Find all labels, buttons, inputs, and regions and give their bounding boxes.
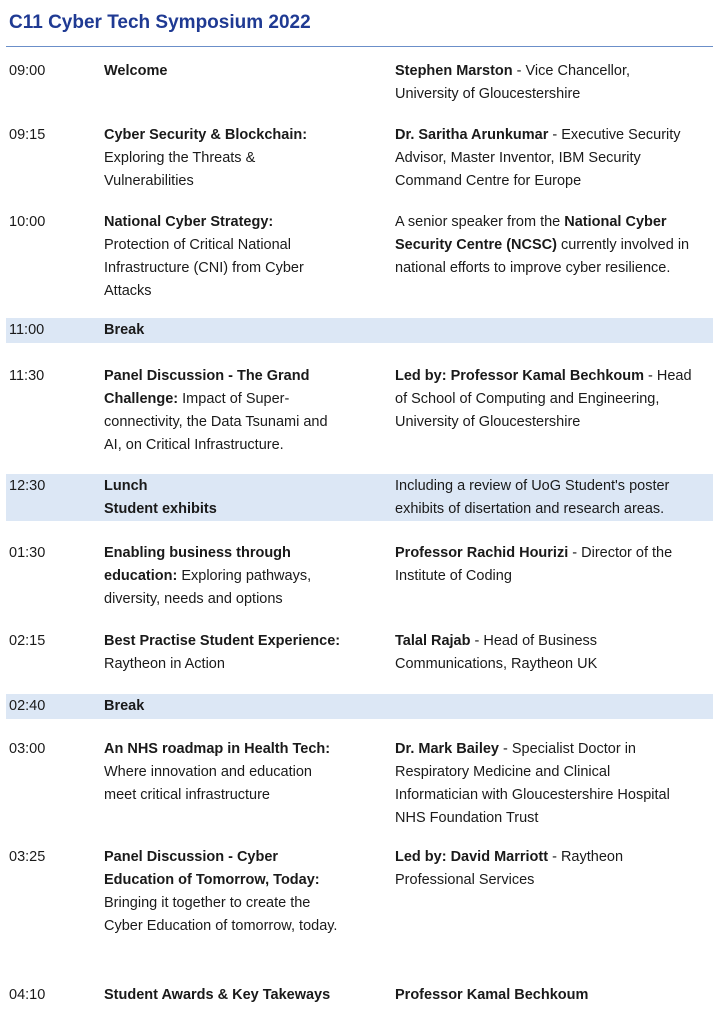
- speaker-info-text: - Vice Chancellor,: [512, 63, 631, 79]
- session-title-line: [104, 234, 384, 257]
- session-title: [104, 211, 384, 303]
- session-title-text: Exploring pathways,: [177, 568, 312, 584]
- session-time: 03:00: [9, 741, 46, 757]
- session-title-bold-text: Break: [104, 322, 145, 338]
- speaker-info: [395, 542, 715, 588]
- session-title-line: [104, 170, 384, 193]
- speaker-info-line: [395, 630, 715, 653]
- session-title-line: [104, 784, 384, 807]
- session-title-line: [104, 280, 384, 303]
- speaker-info-line: [395, 257, 715, 280]
- speaker-info-line: [395, 211, 715, 234]
- speaker-info-text: currently involved in: [556, 237, 690, 253]
- agenda-row: [6, 738, 713, 833]
- speaker-info-text: Respiratory Medicine and Clinical: [395, 764, 611, 780]
- session-title-line: [104, 695, 384, 718]
- speaker-info-line: [395, 653, 715, 676]
- session-title: [104, 630, 384, 676]
- session-title-bold-text: Challenge:: [104, 391, 179, 407]
- speaker-info-line: [395, 411, 715, 434]
- speaker-info-line: [395, 846, 715, 869]
- session-title-line: [104, 60, 384, 83]
- session-title-line: [104, 869, 384, 892]
- speaker-info-text: - Specialist Doctor in: [498, 741, 636, 757]
- speaker-info-text: NHS Foundation Trust: [395, 810, 539, 826]
- speaker-info-bold-text: National Cyber: [564, 214, 667, 230]
- speaker-info: [395, 365, 715, 434]
- speaker-info-text: - Executive Security: [548, 127, 681, 143]
- session-title-line: [104, 388, 384, 411]
- session-title-bold-text: National Cyber Strategy:: [104, 214, 274, 230]
- session-title-line: [104, 738, 384, 761]
- session-title-line: [104, 434, 384, 457]
- session-title-text: Protection of Critical National: [104, 237, 291, 253]
- session-title-text: Impact of Super-: [178, 391, 290, 407]
- speaker-info-line: [395, 388, 715, 411]
- speaker-info: [395, 630, 715, 676]
- speaker-info-text: national efforts to improve cyber resilience.: [395, 260, 671, 276]
- session-title-line: [104, 915, 384, 938]
- session-title: [104, 846, 384, 938]
- session-title-text: Cyber Education of tomorrow, today.: [104, 918, 338, 934]
- session-time: 01:30: [9, 545, 46, 561]
- agenda-row: [6, 124, 713, 196]
- session-title-bold-text: Student exhibits: [104, 501, 217, 517]
- session-title-line: [104, 630, 384, 653]
- speaker-info: [395, 124, 715, 193]
- speaker-info-line: [395, 738, 715, 761]
- session-title-bold-text: Cyber Security & Blockchain:: [104, 127, 308, 143]
- speaker-info-bold-text: Security Centre (NCSC): [395, 237, 557, 253]
- speaker-info: [395, 475, 715, 521]
- session-title-text: connectivity, the Data Tsunami and: [104, 414, 328, 430]
- session-title-text: AI, on Critical Infrastructure.: [104, 437, 284, 453]
- session-title-text: diversity, needs and options: [104, 591, 283, 607]
- speaker-info-text: University of Gloucestershire: [395, 414, 581, 430]
- session-title-text: Raytheon in Action: [104, 656, 225, 672]
- speaker-info-line: [395, 60, 715, 83]
- speaker-info-line: [395, 147, 715, 170]
- speaker-info-text: Professional Services: [395, 872, 535, 888]
- agenda-row: [6, 694, 713, 719]
- session-title-line: [104, 124, 384, 147]
- session-title-text: Where innovation and education: [104, 764, 312, 780]
- speaker-info-bold-text: Dr. Mark Bailey: [395, 741, 499, 757]
- agenda-row: [6, 211, 713, 306]
- session-title: [104, 319, 384, 342]
- speaker-info-line: [395, 365, 715, 388]
- session-time: 02:40: [9, 698, 46, 714]
- agenda-row: [6, 542, 713, 614]
- speaker-info-text: University of Gloucestershire: [395, 86, 581, 102]
- title-divider: [6, 46, 713, 47]
- speaker-info-bold-text: Talal Rajab: [395, 633, 471, 649]
- speaker-info-text: - Raytheon: [548, 849, 624, 865]
- session-title: [104, 124, 384, 193]
- session-time: 02:15: [9, 633, 46, 649]
- speaker-info: [395, 846, 715, 892]
- speaker-info-line: [395, 475, 715, 498]
- speaker-info-text: - Director of the: [568, 545, 673, 561]
- speaker-info-text: exhibits of disertation and research areas.: [395, 501, 665, 517]
- speaker-info-line: [395, 807, 715, 830]
- speaker-info-text: Institute of Coding: [395, 568, 512, 584]
- session-time: 11:00: [9, 322, 45, 338]
- session-title-bold-text: Panel Discussion - The Grand: [104, 368, 310, 384]
- agenda-row: [6, 60, 713, 110]
- session-title-line: [104, 984, 384, 1007]
- speaker-info: [395, 211, 715, 280]
- speaker-info-line: [395, 984, 715, 1007]
- speaker-info-line: [395, 170, 715, 193]
- session-title-bold-text: Student Awards & Key Takeways: [104, 987, 331, 1003]
- session-title: [104, 738, 384, 807]
- agenda-row: [6, 318, 713, 343]
- session-title-bold-text: Education of Tomorrow, Today:: [104, 872, 320, 888]
- session-title-line: [104, 846, 384, 869]
- speaker-info: [395, 738, 715, 830]
- page-title: C11 Cyber Tech Symposium 2022: [9, 12, 311, 33]
- session-title: [104, 475, 384, 521]
- speaker-info-bold-text: Professor Rachid Hourizi: [395, 545, 569, 561]
- speaker-info-line: [395, 784, 715, 807]
- session-time: 03:25: [9, 849, 46, 865]
- session-title-line: [104, 475, 384, 498]
- speaker-info-text: Including a review of UoG Student's poster: [395, 478, 670, 494]
- speaker-info-text: A senior speaker from the: [395, 214, 565, 230]
- agenda-row: [6, 630, 713, 680]
- speaker-info-bold-text: Led by: David Marriott: [395, 849, 549, 865]
- session-time: 09:15: [9, 127, 46, 143]
- session-title-line: [104, 565, 384, 588]
- speaker-info-text: Advisor, Master Inventor, IBM Security: [395, 150, 641, 166]
- speaker-info-line: [395, 761, 715, 784]
- agenda-row: [6, 984, 713, 1009]
- session-title-line: [104, 653, 384, 676]
- agenda-row: [6, 474, 713, 521]
- session-title: [104, 542, 384, 611]
- session-title-line: [104, 498, 384, 521]
- session-title-line: [104, 257, 384, 280]
- speaker-info-text: Communications, Raytheon UK: [395, 656, 598, 672]
- speaker-info-line: [395, 565, 715, 588]
- session-title-line: [104, 588, 384, 611]
- session-title-line: [104, 319, 384, 342]
- session-time: 10:00: [9, 214, 46, 230]
- session-title-line: [104, 147, 384, 170]
- speaker-info-line: [395, 869, 715, 892]
- session-title-line: [104, 365, 384, 388]
- session-time: 12:30: [9, 478, 46, 494]
- session-time: 11:30: [9, 368, 45, 384]
- speaker-info-bold-text: Dr. Saritha Arunkumar: [395, 127, 549, 143]
- speaker-info-text: Informatician with Gloucestershire Hospital: [395, 787, 670, 803]
- speaker-info-line: [395, 124, 715, 147]
- speaker-info-text: - Head: [644, 368, 692, 384]
- speaker-info-text: of School of Computing and Engineering,: [395, 391, 660, 407]
- session-title-text: Attacks: [104, 283, 152, 299]
- session-title-line: [104, 411, 384, 434]
- session-title-text: Bringing it together to create the: [104, 895, 311, 911]
- session-title-line: [104, 211, 384, 234]
- speaker-info-line: [395, 234, 715, 257]
- session-title-text: Exploring the Threats &: [104, 150, 256, 166]
- speaker-info: [395, 984, 715, 1007]
- session-title-line: [104, 542, 384, 565]
- session-title-bold-text: Lunch: [104, 478, 148, 494]
- speaker-info-bold-text: Stephen Marston: [395, 63, 513, 79]
- session-title-text: Vulnerabilities: [104, 173, 194, 189]
- session-title-line: [104, 892, 384, 915]
- agenda-row: [6, 846, 713, 941]
- speaker-info-bold-text: Professor Kamal Bechkoum: [395, 987, 589, 1003]
- session-time: 04:10: [9, 987, 46, 1003]
- session-title-bold-text: Panel Discussion - Cyber: [104, 849, 279, 865]
- speaker-info-bold-text: Led by: Professor Kamal Bechkoum: [395, 368, 644, 384]
- speaker-info: [395, 60, 715, 106]
- session-time: 09:00: [9, 63, 46, 79]
- session-title-bold-text: Welcome: [104, 63, 168, 79]
- session-title-bold-text: An NHS roadmap in Health Tech:: [104, 741, 331, 757]
- session-title-line: [104, 761, 384, 784]
- agenda-row: [6, 365, 713, 460]
- speaker-info-text: Command Centre for Europe: [395, 173, 582, 189]
- session-title-bold-text: education:: [104, 568, 178, 584]
- session-title-bold-text: Best Practise Student Experience:: [104, 633, 341, 649]
- session-title-bold-text: Break: [104, 698, 145, 714]
- speaker-info-text: - Head of Business: [470, 633, 598, 649]
- session-title: [104, 695, 384, 718]
- speaker-info-line: [395, 498, 715, 521]
- speaker-info-line: [395, 83, 715, 106]
- session-title: [104, 984, 384, 1007]
- session-title-bold-text: Enabling business through: [104, 545, 291, 561]
- session-title: [104, 365, 384, 457]
- session-title-text: Infrastructure (CNI) from Cyber: [104, 260, 304, 276]
- speaker-info-line: [395, 542, 715, 565]
- session-title-text: meet critical infrastructure: [104, 787, 270, 803]
- session-title: [104, 60, 384, 83]
